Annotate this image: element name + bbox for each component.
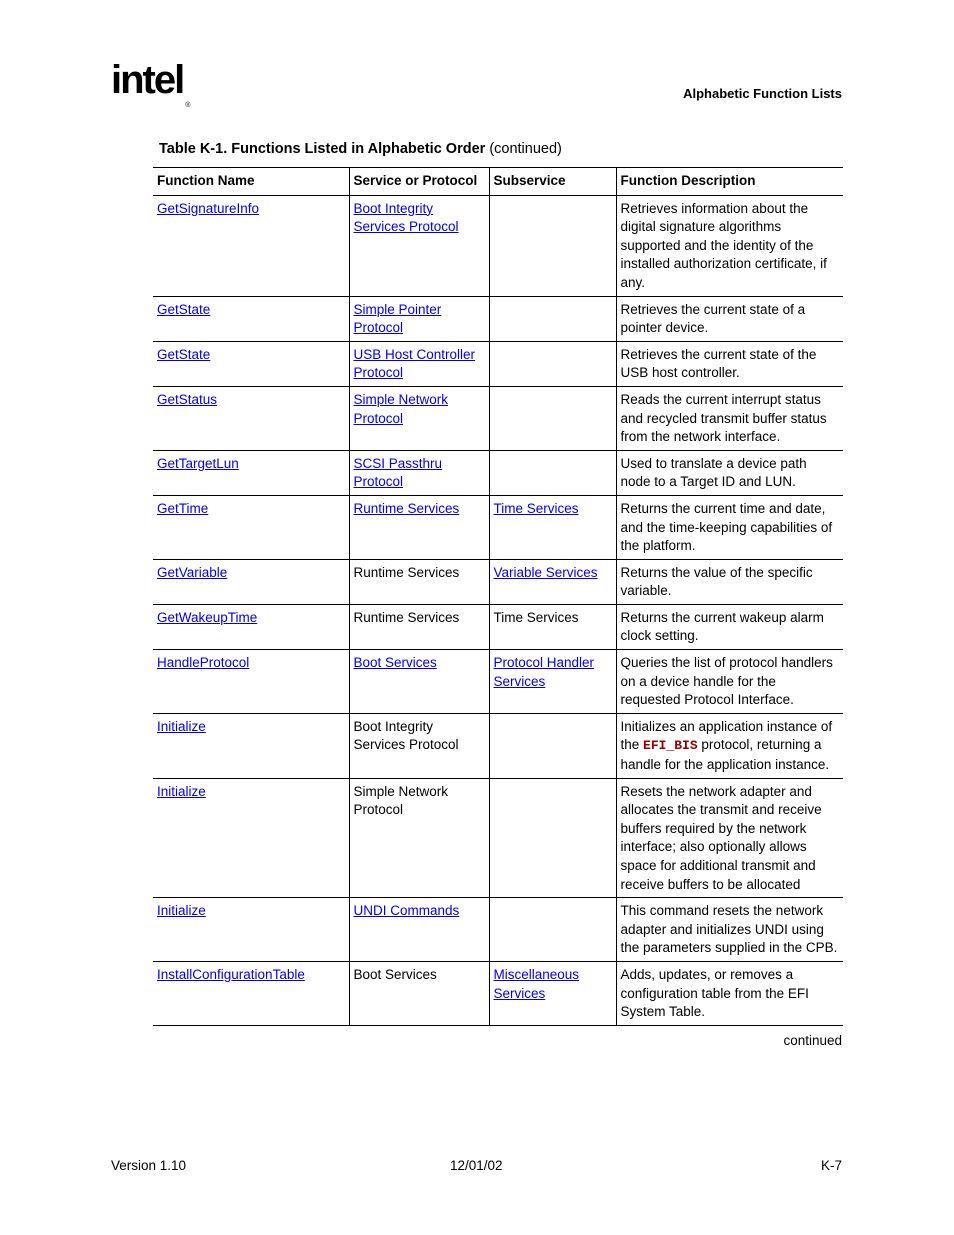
service-link[interactable]: USB Host Controller Protocol [353,346,476,381]
subservice-cell [489,650,616,714]
subservice-link[interactable]: Protocol Handler Services [493,655,595,689]
code-identifier: EFI_BIS [643,738,698,754]
footer-page-number: K-7 [820,1158,842,1173]
table-row [153,559,843,604]
service-cell [349,195,489,296]
service-link[interactable]: UNDI Commands [353,903,460,919]
description-text: Reads the current interrupt status and recycled transmit buffer status from the network interface. [620,391,827,445]
subservice-cell [489,450,616,495]
table-row [153,898,843,962]
service-link[interactable]: Runtime Services [353,500,460,516]
function-name-cell [153,778,349,898]
subservice-link[interactable]: Miscellaneous Services [493,966,580,1001]
description-cell [616,604,843,649]
description-text: Retrieves the current state of the USB host controller. [620,346,817,381]
service-cell [349,961,489,1025]
service-text: Simple Network Protocol [353,783,449,818]
table-row [153,961,843,1025]
column-header-subservice: Subservice [489,168,616,196]
description-cell [616,898,843,962]
subservice-cell [489,961,616,1025]
table-row [153,195,843,296]
description-text: This command resets the network adapter and initializes UNDI using the parameters supplied in the CPB. [620,903,838,956]
function-name-link[interactable]: GetState [157,301,211,317]
function-name-link[interactable]: InstallConfigurationTable [157,966,305,982]
footer-version: Version 1.10 [111,1158,187,1173]
description-text: Returns the current time and date, and the time-keeping capabilities of the platform. [620,500,833,554]
function-name-cell [153,650,349,714]
subservice-cell [489,296,616,341]
service-cell [349,495,489,559]
description-cell [616,495,843,559]
description-cell [616,450,843,495]
subservice-text: Time Services [493,609,579,625]
subservice-link[interactable]: Time Services [493,500,579,516]
column-header-function-name: Function Name [153,168,349,196]
function-name-cell [153,386,349,450]
description-text: Retrieves information about the digital signature algorithms supported and the identity of the installed authorization certificate, if any. [620,200,827,290]
function-name-link[interactable]: GetTargetLun [157,455,239,471]
column-header-description: Function Description [616,168,843,196]
function-name-cell [153,559,349,604]
registered-mark: ® [185,102,191,109]
table-row [153,778,843,898]
table-row [153,713,843,778]
running-head: Alphabetic Function Lists [683,86,842,101]
subservice-cell [489,713,616,778]
table-row [153,296,843,341]
service-text: Boot Services [353,966,437,982]
service-cell [349,778,489,898]
function-name-link[interactable]: GetState [157,346,211,362]
description-cell [616,778,843,898]
footer-date: 12/01/02 [450,1158,503,1173]
function-name-link[interactable]: GetWakeupTime [157,609,258,625]
table-row [153,386,843,450]
description-cell [616,195,843,296]
function-name-cell [153,341,349,386]
functions-table [153,167,843,1026]
service-link[interactable]: SCSI Passthru Protocol [353,455,443,490]
description-text: Returns the current wakeup alarm clock setting. [620,609,824,644]
description-cell [616,386,843,450]
function-name-link[interactable]: Initialize [157,783,206,799]
service-cell [349,559,489,604]
subservice-cell [489,341,616,386]
service-cell [349,604,489,649]
description-cell [616,650,843,714]
continued-note: continued [783,1033,842,1048]
function-name-link[interactable]: HandleProtocol [157,655,250,671]
description-text: Queries the list of protocol handlers on a device handle for the requested Protocol Interface. [620,655,833,708]
service-link[interactable]: Simple Network Protocol [353,391,449,426]
service-cell [349,650,489,714]
description-cell [616,296,843,341]
description-text: Adds, updates, or removes a configuration table from the EFI System Table. [620,966,809,1020]
function-name-cell [153,195,349,296]
function-name-cell [153,713,349,778]
table-row [153,604,843,649]
description-cell [616,961,843,1025]
service-text: Boot Integrity Services Protocol [353,718,459,753]
service-link[interactable]: Simple Pointer Protocol [353,301,442,336]
subservice-cell [489,778,616,898]
table-caption [159,141,562,157]
function-name-cell [153,450,349,495]
function-name-link[interactable]: GetSignatureInfo [157,200,260,216]
description-text: Initializes an application instance of the [620,718,833,753]
subservice-cell [489,386,616,450]
description-cell [616,341,843,386]
service-text: Runtime Services [353,564,460,580]
description-cell [616,713,843,778]
function-name-cell [153,296,349,341]
description-text: Resets the network adapter and allocates the transmit and receive buffers required by the network interface; also optionally allows space for additional transmit and receive buffers to be allocated [620,783,822,892]
subservice-cell [489,604,616,649]
service-cell [349,898,489,962]
function-name-cell [153,604,349,649]
subservice-cell [489,195,616,296]
subservice-cell [489,898,616,962]
table-row [153,495,843,559]
description-text: Retrieves the current state of a pointer device. [620,301,806,336]
subservice-link[interactable]: Variable Services [493,564,598,580]
service-cell [349,341,489,386]
column-header-service: Service or Protocol [349,168,489,196]
function-name-cell [153,898,349,962]
service-cell [349,450,489,495]
table-caption-suffix: (continued) [485,141,562,157]
table-header-row [153,168,843,196]
subservice-cell [489,495,616,559]
service-cell [349,386,489,450]
table-row [153,341,843,386]
description-text: Returns the value of the specific variable. [620,564,813,599]
description-text: Used to translate a device path node to a Target ID and LUN. [620,455,807,490]
service-cell [349,713,489,778]
table-caption-label: Table K-1. Functions Listed in Alphabetic Order [159,141,486,157]
service-text: Runtime Services [353,609,460,625]
service-link[interactable]: Boot Integrity Services Protocol [353,200,459,235]
function-name-link[interactable]: GetVariable [157,564,228,580]
service-link[interactable]: Boot Services [353,655,437,671]
function-name-link[interactable]: GetStatus [157,391,218,407]
function-name-link[interactable]: Initialize [157,903,206,919]
function-name-link[interactable]: GetTime [157,500,209,516]
table-row [153,450,843,495]
description-text: protocol, returning a handle for the application instance. [620,737,830,773]
function-name-link[interactable]: Initialize [157,718,206,734]
table-row [153,650,843,714]
function-name-cell [153,495,349,559]
description-cell [616,559,843,604]
service-cell [349,296,489,341]
function-name-cell [153,961,349,1025]
subservice-cell [489,559,616,604]
intel-logo: intel® [111,58,191,109]
